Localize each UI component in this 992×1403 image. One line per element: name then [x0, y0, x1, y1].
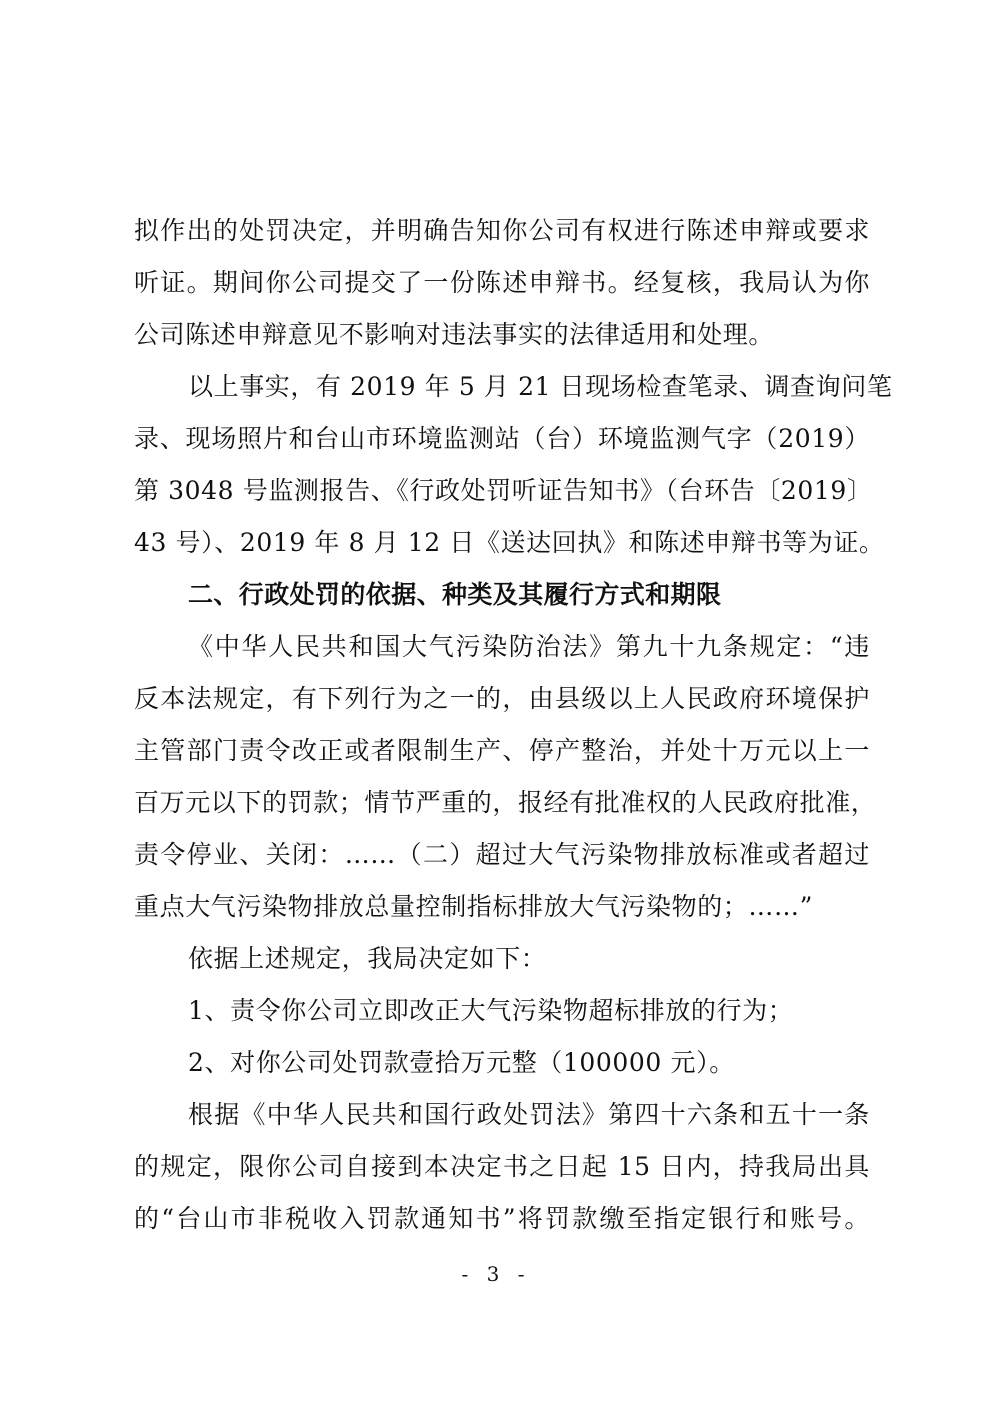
paragraph-line: 反本法规定，有下列行为之一的，由县级以上人民政府环境保护 — [134, 684, 870, 713]
paragraph-line: 43 号）、2019 年 8 月 12 日《送达回执》和陈述申辩书等为证。 — [134, 528, 885, 557]
page-number: - 3 - — [461, 1262, 531, 1286]
paragraph-line: 主管部门责令改正或者限制生产、停产整治，并处十万元以上一 — [134, 736, 870, 765]
paragraph-line: 第 3048 号监测报告、《行政处罚听证告知书》（台环告〔2019〕 — [134, 476, 873, 505]
paragraph-line: 公司陈述申辩意见不影响对违法事实的法律适用和处理。 — [134, 320, 775, 349]
list-item: 2、对你公司处罚款壹拾万元整（100000 元）。 — [188, 1048, 735, 1077]
paragraph-line: 录、现场照片和台山市环境监测站（台）环境监测气字（2019） — [134, 424, 870, 453]
paragraph-line: 《中华人民共和国大气污染防治法》第九十九条规定：“违 — [188, 632, 870, 661]
paragraph-line: 以上事实，有 2019 年 5 月 21 日现场检查笔录、调查询问笔 — [188, 372, 893, 401]
paragraph-line: 重点大气污染物排放总量控制指标排放大气污染物的；……” — [134, 892, 813, 921]
section-heading: 二、行政处罚的依据、种类及其履行方式和期限 — [188, 580, 722, 609]
paragraph-line: 责令停业、关闭：……（二）超过大气污染物排放标准或者超过 — [134, 840, 870, 869]
paragraph-line: 根据《中华人民共和国行政处罚法》第四十六条和五十一条 — [188, 1100, 870, 1129]
paragraph-line: 百万元以下的罚款；情节严重的，报经有批准权的人民政府批准， — [134, 788, 877, 817]
list-item: 1、责令你公司立即改正大气污染物超标排放的行为； — [188, 996, 794, 1025]
paragraph-line: 听证。期间你公司提交了一份陈述申辩书。经复核，我局认为你 — [134, 268, 870, 297]
paragraph-line: 的“台山市非税收入罚款通知书”将罚款缴至指定银行和账号。 — [134, 1204, 870, 1233]
paragraph-line: 的规定，限你公司自接到本决定书之日起 15 日内，持我局出具 — [134, 1152, 870, 1181]
paragraph-line: 依据上述规定，我局决定如下： — [188, 944, 547, 973]
paragraph-line: 拟作出的处罚决定，并明确告知你公司有权进行陈述申辩或要求 — [134, 216, 870, 245]
